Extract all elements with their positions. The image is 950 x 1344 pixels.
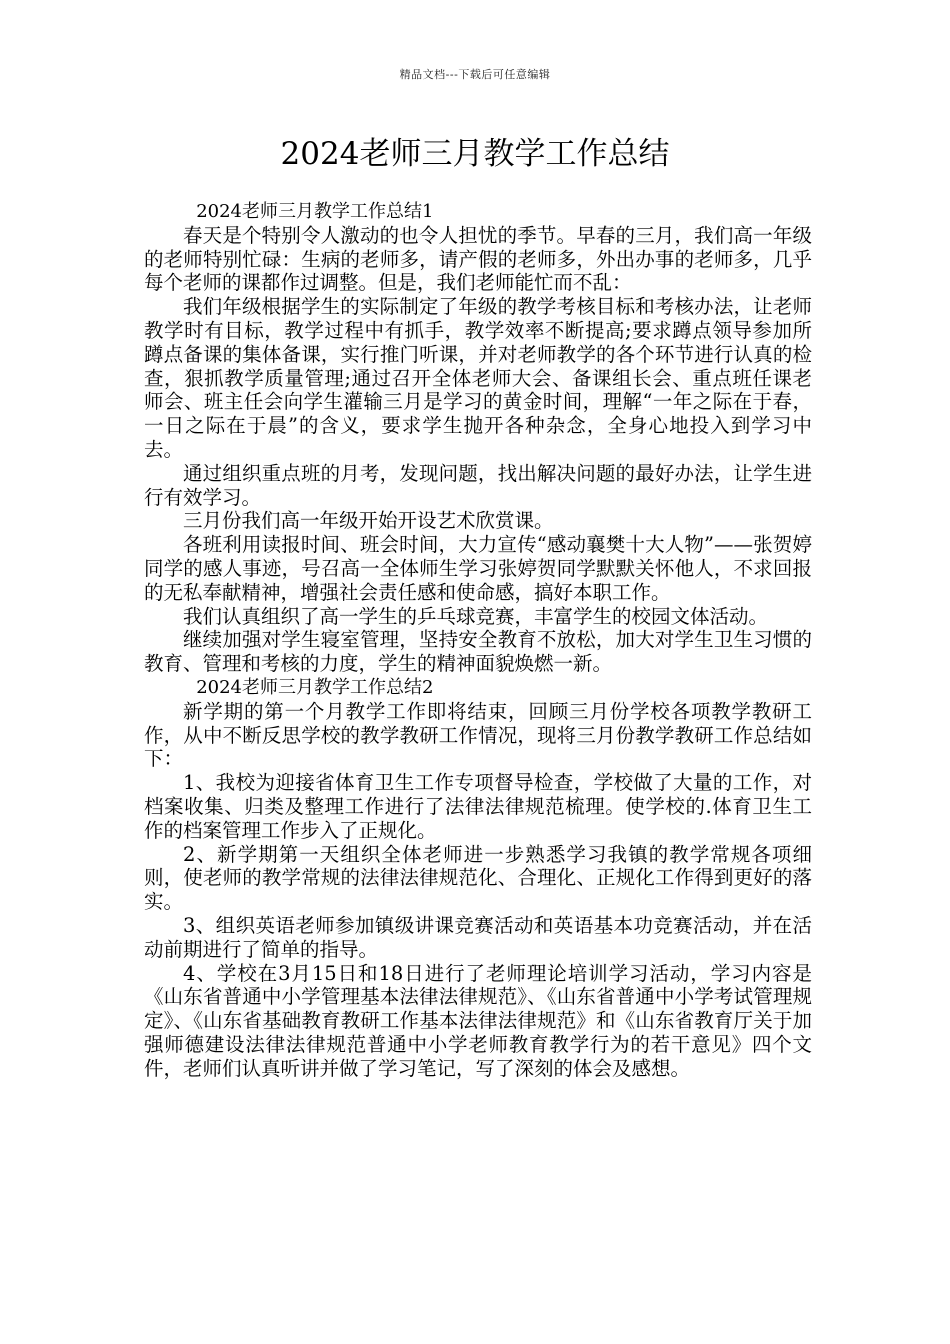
section-heading: 2024老师三月教学工作总结1	[196, 201, 434, 222]
paragraph: 3、组织英语老师参加镇级讲课竞赛活动和英语基本功竞赛活动，并在活动前期进行了简单的指导。	[144, 913, 812, 961]
paragraph: 我们年级根据学生的实际制定了年级的教学考核目标和考核办法，让老师教学时有目标，教学过程中有抓手，教学效率不断提高;要求蹲点领导参加所蹲点备课的集体备课，实行推门听课，并对老师教学的各个环节进行认真的检查，狠抓教学质量管理;通过召开全体老师大会、备课组长会、重点班任课老师会、班主任会向学生灌输三月是学习的黄金时间，理解“一年之际在于春，一日之际在于晨”的含义，要求学生抛开各种杂念，全身心地投入到学习中去。	[144, 295, 812, 461]
document-title: 2024老师三月教学工作总结	[280, 136, 670, 172]
paragraph: 通过组织重点班的月考，发现问题，找出解决问题的最好办法，让学生进行有效学习。	[144, 461, 812, 509]
paragraph: 4、学校在3月15日和18日进行了老师理论培训学习活动，学习内容是《山东省普通中小学管理基本法律法律规范》、《山东省普通中小学考试管理规定》、《山东省基础教育教研工作基本法律法律规范》和《山东省教育厅关于加强师德建设法律法律规范普通中小学老师教育教学行为的若干意见》四个文件，老师们认真听讲并做了学习笔记，写了深刻的体会及感想。	[144, 961, 812, 1080]
paragraph: 新学期的第一个月教学工作即将结束，回顾三月份学校各项教学教研工作，从中不断反思学校的教学教研工作情况，现将三月份教学教研工作总结如下：	[144, 699, 812, 771]
paragraph: 1、我校为迎接省体育卫生工作专项督导检查，学校做了大量的工作，对档案收集、归类及整理工作进行了法律法律规范梳理。使学校的.体育卫生工作的档案管理工作步入了正规化。	[144, 771, 812, 842]
paragraph: 2、新学期第一天组织全体老师进一步熟悉学习我镇的教学常规各项细则，使老师的教学常规的法律法律规范化、合理化、正规化工作得到更好的落实。	[144, 842, 812, 914]
paragraph: 我们认真组织了高一学生的乒乓球竞赛，丰富学生的校园文体活动。	[183, 604, 769, 628]
section-heading: 2024老师三月教学工作总结2	[196, 676, 434, 698]
paragraph: 春天是个特别令人激动的也令人担忧的季节。早春的三月，我们高一年级的老师特别忙碌：生病的老师多，请产假的老师多，外出办事的老师多，几乎每个老师的课都作过调整。但是，我们老师能忙而不乱：	[144, 223, 812, 295]
header-note: 精品文档---下载后可任意编辑	[399, 68, 551, 81]
paragraph: 三月份我们高一年级开始开设艺术欣赏课。	[183, 509, 554, 533]
paragraph: 各班利用读报时间、班会时间，大力宣传“感动襄樊十大人物”——张贺婷同学的感人事迹，号召高一全体师生学习张婷贺同学默默关怀他人，不求回报的无私奉献精神，增强社会责任感和使命感，搞好本职工作。	[144, 533, 812, 604]
document-body	[144, 200, 812, 1080]
paragraph: 继续加强对学生寝室管理，坚持安全教育不放松，加大对学生卫生习惯的教育、管理和考核的力度，学生的精神面貌焕燃一新。	[144, 628, 812, 676]
